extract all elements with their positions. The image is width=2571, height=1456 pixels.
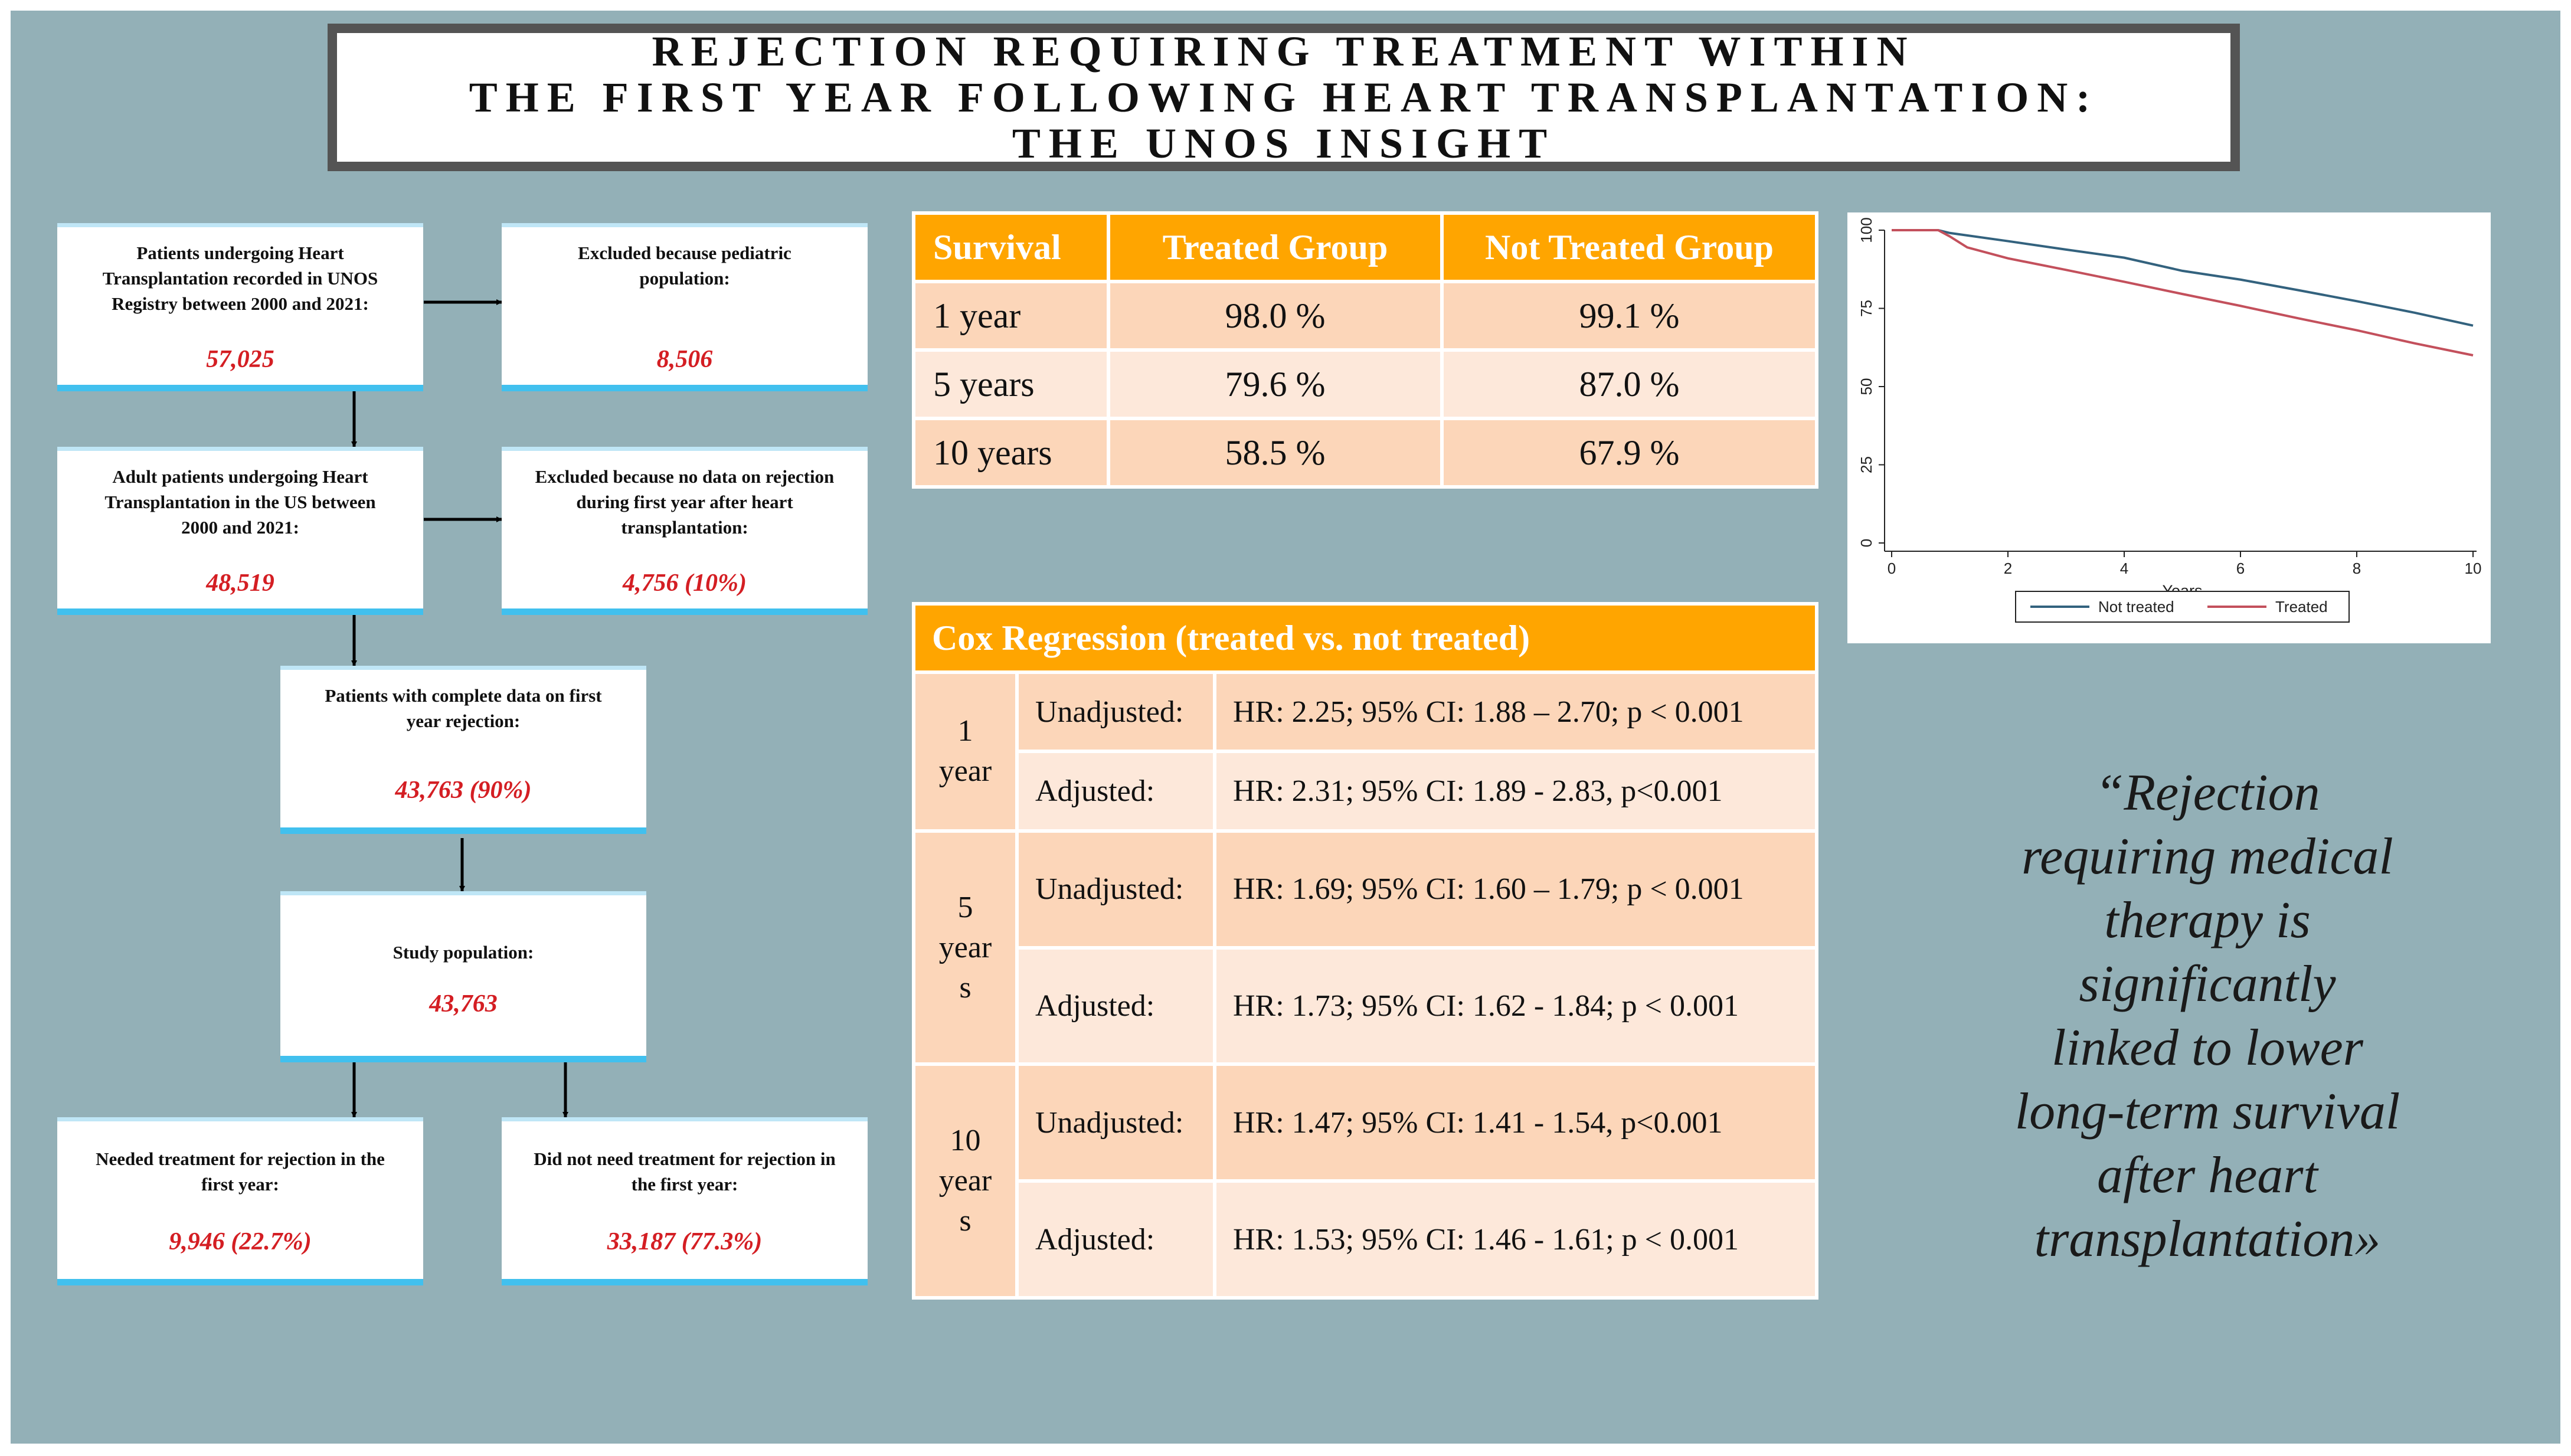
cox-label-cell: Adjusted: bbox=[1017, 948, 1215, 1065]
x-tick-label: 4 bbox=[2119, 560, 2129, 577]
survival-cell: 99.1 % bbox=[1442, 282, 1817, 350]
survival-header-cell: Survival bbox=[914, 213, 1108, 282]
flow-text: Adult patients undergoing Heart bbox=[112, 466, 368, 487]
cox-period-cell bbox=[914, 831, 1017, 1065]
flow-number: 57,025 bbox=[206, 346, 274, 373]
quote-line: significantly bbox=[2079, 956, 2336, 1013]
flow-number: 43,763 bbox=[429, 990, 498, 1017]
survival-cell: 10 years bbox=[914, 418, 1108, 487]
survival-row bbox=[914, 282, 1817, 350]
flow-box-total-patients bbox=[57, 223, 423, 391]
series-line-treated bbox=[1892, 230, 2473, 355]
flow-box-no-treatment bbox=[502, 1117, 868, 1285]
cox-label-cell: Unadjusted: bbox=[1017, 831, 1215, 948]
flow-text: 2000 and 2021: bbox=[181, 517, 299, 538]
series-line-not-treated bbox=[1892, 230, 2473, 326]
survival-header-cell: Not Treated Group bbox=[1442, 213, 1817, 282]
cox-period-text: year bbox=[938, 754, 992, 788]
survival-row bbox=[914, 350, 1817, 418]
key-message-quote bbox=[1960, 761, 2455, 1271]
flow-text: Patients undergoing Heart bbox=[136, 243, 344, 263]
x-tick-label: 0 bbox=[1887, 560, 1896, 577]
survival-cell: 5 years bbox=[914, 350, 1108, 418]
title-line-2: THE FIRST YEAR FOLLOWING HEART TRANSPLANTATION: bbox=[469, 74, 2099, 121]
flow-box-adult-patients bbox=[57, 447, 423, 615]
survival-table bbox=[912, 211, 1818, 489]
quote-line: “Rejection bbox=[2095, 764, 2320, 822]
cox-value-cell: HR: 1.69; 95% CI: 1.60 – 1.79; p < 0.001 bbox=[1215, 831, 1817, 948]
cox-row bbox=[914, 831, 1817, 948]
cox-period-text: s bbox=[959, 970, 972, 1005]
cox-period-text: s bbox=[959, 1204, 972, 1238]
y-tick-label: 75 bbox=[1857, 300, 1875, 317]
flow-text: Transplantation in the US between bbox=[104, 492, 376, 512]
flow-text: Transplantation recorded in UNOS bbox=[102, 268, 378, 289]
quote-line: linked to lower bbox=[2052, 1019, 2363, 1077]
flow-text: Registry between 2000 and 2021: bbox=[112, 293, 369, 314]
cox-row bbox=[914, 1064, 1817, 1181]
cox-value-cell: HR: 1.47; 95% CI: 1.41 - 1.54, p<0.001 bbox=[1215, 1064, 1817, 1181]
flow-text: Patients with complete data on first bbox=[325, 685, 602, 706]
flow-number: 33,187 (77.3%) bbox=[607, 1228, 763, 1255]
flow-text: Needed treatment for rejection in the bbox=[96, 1149, 385, 1169]
y-tick-label: 50 bbox=[1857, 378, 1875, 395]
legend-label: Not treated bbox=[2098, 598, 2174, 616]
cox-period-cell bbox=[914, 672, 1017, 831]
flow-number: 4,756 (10%) bbox=[623, 570, 747, 597]
cox-period-cell bbox=[914, 1064, 1017, 1298]
y-tick-label: 100 bbox=[1857, 217, 1875, 243]
cox-label-cell: Adjusted: bbox=[1017, 751, 1215, 830]
cox-period-text: 1 bbox=[957, 714, 973, 748]
flow-number: 8,506 bbox=[656, 346, 713, 373]
flow-text: the first year: bbox=[631, 1174, 738, 1195]
quote-line: after heart bbox=[2097, 1147, 2318, 1204]
cox-value-cell: HR: 1.53; 95% CI: 1.46 - 1.61; p < 0.001 bbox=[1215, 1181, 1817, 1298]
cox-value-cell: HR: 2.25; 95% CI: 1.88 – 2.70; p < 0.001 bbox=[1215, 672, 1817, 751]
flow-box-needed-treatment bbox=[57, 1117, 423, 1285]
survival-row bbox=[914, 418, 1817, 487]
survival-cell: 98.0 % bbox=[1108, 282, 1442, 350]
cox-value-cell: HR: 2.31; 95% CI: 1.89 - 2.83, p<0.001 bbox=[1215, 751, 1817, 830]
survival-cell: 58.5 % bbox=[1108, 418, 1442, 487]
flow-number: 48,519 bbox=[206, 570, 274, 597]
survival-header-row bbox=[914, 213, 1817, 282]
title-line-1: REJECTION REQUIRING TREATMENT WITHIN bbox=[652, 28, 1916, 75]
title-line-3: THE UNOS INSIGHT bbox=[1012, 120, 1556, 167]
flow-text: Excluded because no data on rejection bbox=[535, 466, 835, 487]
cox-period-text: 5 bbox=[957, 890, 973, 924]
quote-line: transplantation» bbox=[2034, 1210, 2381, 1268]
cox-row bbox=[914, 751, 1817, 830]
cox-value-cell: HR: 1.73; 95% CI: 1.62 - 1.84; p < 0.001 bbox=[1215, 948, 1817, 1065]
flow-text: transplantation: bbox=[621, 517, 748, 538]
flow-box-excluded-pediatric bbox=[502, 223, 868, 391]
x-tick-label: 6 bbox=[2236, 560, 2245, 577]
x-tick-label: 10 bbox=[2464, 560, 2482, 577]
cox-label-cell: Unadjusted: bbox=[1017, 672, 1215, 751]
survival-cell: 87.0 % bbox=[1442, 350, 1817, 418]
cox-period-text: 10 bbox=[950, 1124, 981, 1158]
cox-label-cell: Adjusted: bbox=[1017, 1181, 1215, 1298]
cox-header: Cox Regression (treated vs. not treated) bbox=[914, 604, 1817, 672]
survival-chart bbox=[1847, 212, 2491, 643]
x-tick-label: 2 bbox=[2003, 560, 2013, 577]
flow-text: population: bbox=[639, 268, 730, 289]
survival-header-cell: Treated Group bbox=[1108, 213, 1442, 282]
flow-text: during first year after heart bbox=[576, 492, 793, 512]
flow-text: Did not need treatment for rejection in bbox=[534, 1149, 836, 1169]
flow-number: 9,946 (22.7%) bbox=[169, 1228, 312, 1255]
flow-text: year rejection: bbox=[406, 711, 521, 731]
cox-row bbox=[914, 1181, 1817, 1298]
y-tick-label: 25 bbox=[1857, 456, 1875, 473]
cox-period-text: year bbox=[938, 1164, 992, 1198]
flow-text: first year: bbox=[201, 1174, 279, 1195]
survival-chart-svg bbox=[1847, 212, 2491, 643]
flow-number: 43,763 (90%) bbox=[395, 777, 532, 804]
cox-regression-table bbox=[912, 602, 1818, 1300]
flow-text: Study population: bbox=[392, 942, 534, 963]
quote-line: long-term survival bbox=[2014, 1083, 2400, 1140]
flow-text: Excluded because pediatric bbox=[578, 243, 791, 263]
title-banner bbox=[328, 24, 2240, 171]
survival-cell: 67.9 % bbox=[1442, 418, 1817, 487]
cox-row bbox=[914, 948, 1817, 1065]
quote-line: requiring medical bbox=[2022, 828, 2393, 885]
survival-cell: 1 year bbox=[914, 282, 1108, 350]
quote-line: therapy is bbox=[2104, 892, 2311, 949]
flow-box-study-population bbox=[280, 891, 646, 1062]
y-tick-label: 0 bbox=[1857, 538, 1875, 548]
flow-box-excluded-no-data bbox=[502, 447, 868, 615]
cox-header-row bbox=[914, 604, 1817, 672]
legend-label: Treated bbox=[2275, 598, 2328, 616]
cox-label-cell: Unadjusted: bbox=[1017, 1064, 1215, 1181]
survival-cell: 79.6 % bbox=[1108, 350, 1442, 418]
x-tick-label: 8 bbox=[2352, 560, 2361, 577]
cox-row bbox=[914, 672, 1817, 751]
cox-period-text: year bbox=[938, 930, 992, 964]
flow-box-complete-data bbox=[280, 666, 646, 834]
